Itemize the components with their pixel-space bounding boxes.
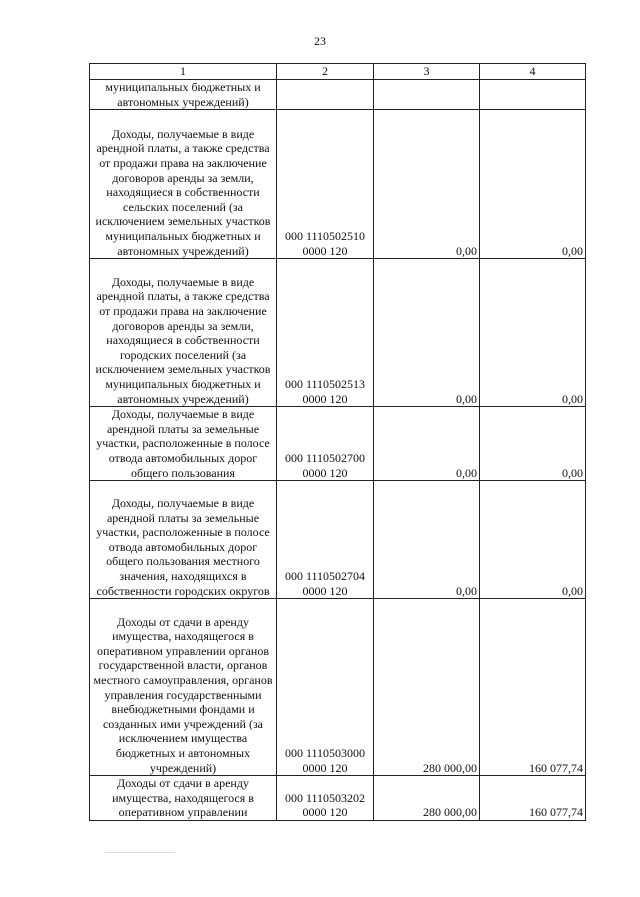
row-value-col4: 0,00 <box>480 481 586 599</box>
row-code: 000 1110503000 0000 120 <box>277 599 374 776</box>
scan-smudge <box>105 852 175 853</box>
table-row <box>90 599 586 776</box>
row-value-col4: 160 077,74 <box>480 599 586 776</box>
row-description: Доходы, получаемые в виде арендной платы за земельные участки, расположенные в полосе отвода автомобильных дорог общего пользования местного значения, находящихся в собственности городских округов <box>90 481 277 599</box>
table-row <box>90 776 586 821</box>
column-header: 1 <box>90 64 277 80</box>
revenue-table <box>89 63 586 821</box>
row-value-col4: 160 077,74 <box>480 776 586 821</box>
row-value-col4: 0,00 <box>480 259 586 407</box>
row-description: муниципальных бюджетных и автономных учреждений) <box>90 80 277 110</box>
row-code: 000 1110502704 0000 120 <box>277 481 374 599</box>
row-code <box>277 80 374 110</box>
row-code: 000 1110502510 0000 120 <box>277 110 374 259</box>
table-row <box>90 481 586 599</box>
row-value-col3: 0,00 <box>374 481 480 599</box>
row-value-col3: 0,00 <box>374 110 480 259</box>
row-value-col4: 0,00 <box>480 407 586 481</box>
row-description: Доходы от сдачи в аренду имущества, находящегося в оперативном управлении органов государственной власти, органов местного самоуправления, органов управления государственными внебюджетными фондами и созданных ими учреждений (за исключением имущества бюджетных и автономных учреждений) <box>90 599 277 776</box>
page-number: 23 <box>314 34 326 48</box>
table-row <box>90 80 586 110</box>
row-code: 000 1110503202 0000 120 <box>277 776 374 821</box>
column-header: 3 <box>374 64 480 80</box>
row-code: 000 1110502513 0000 120 <box>277 259 374 407</box>
row-value-col4 <box>480 80 586 110</box>
table-row <box>90 407 586 481</box>
row-value-col3: 0,00 <box>374 407 480 481</box>
table-row <box>90 259 586 407</box>
row-description: Доходы, получаемые в виде арендной платы, а также средства от продажи права на заключение договоров аренды за земли, находящиеся в собственности городских поселений (за исключением земельных участков муниципальных бюджетных и автономных учреждений) <box>90 259 277 407</box>
row-description: Доходы от сдачи в аренду имущества, находящегося в оперативном управлении <box>90 776 277 821</box>
table-row <box>90 110 586 259</box>
row-value-col3: 0,00 <box>374 259 480 407</box>
row-value-col3: 280 000,00 <box>374 776 480 821</box>
table-header-row <box>90 64 586 80</box>
column-header: 2 <box>277 64 374 80</box>
row-value-col3: 280 000,00 <box>374 599 480 776</box>
row-description: Доходы, получаемые в виде арендной платы, а также средства от продажи права на заключение договоров аренды за земли, находящиеся в собственности сельских поселений (за исключением земельных участков муниципальных бюджетных и автономных учреждений) <box>90 110 277 259</box>
row-code: 000 1110502700 0000 120 <box>277 407 374 481</box>
row-value-col4: 0,00 <box>480 110 586 259</box>
row-description: Доходы, получаемые в виде арендной платы за земельные участки, расположенные в полосе отвода автомобильных дорог общего пользования <box>90 407 277 481</box>
row-value-col3 <box>374 80 480 110</box>
column-header: 4 <box>480 64 586 80</box>
